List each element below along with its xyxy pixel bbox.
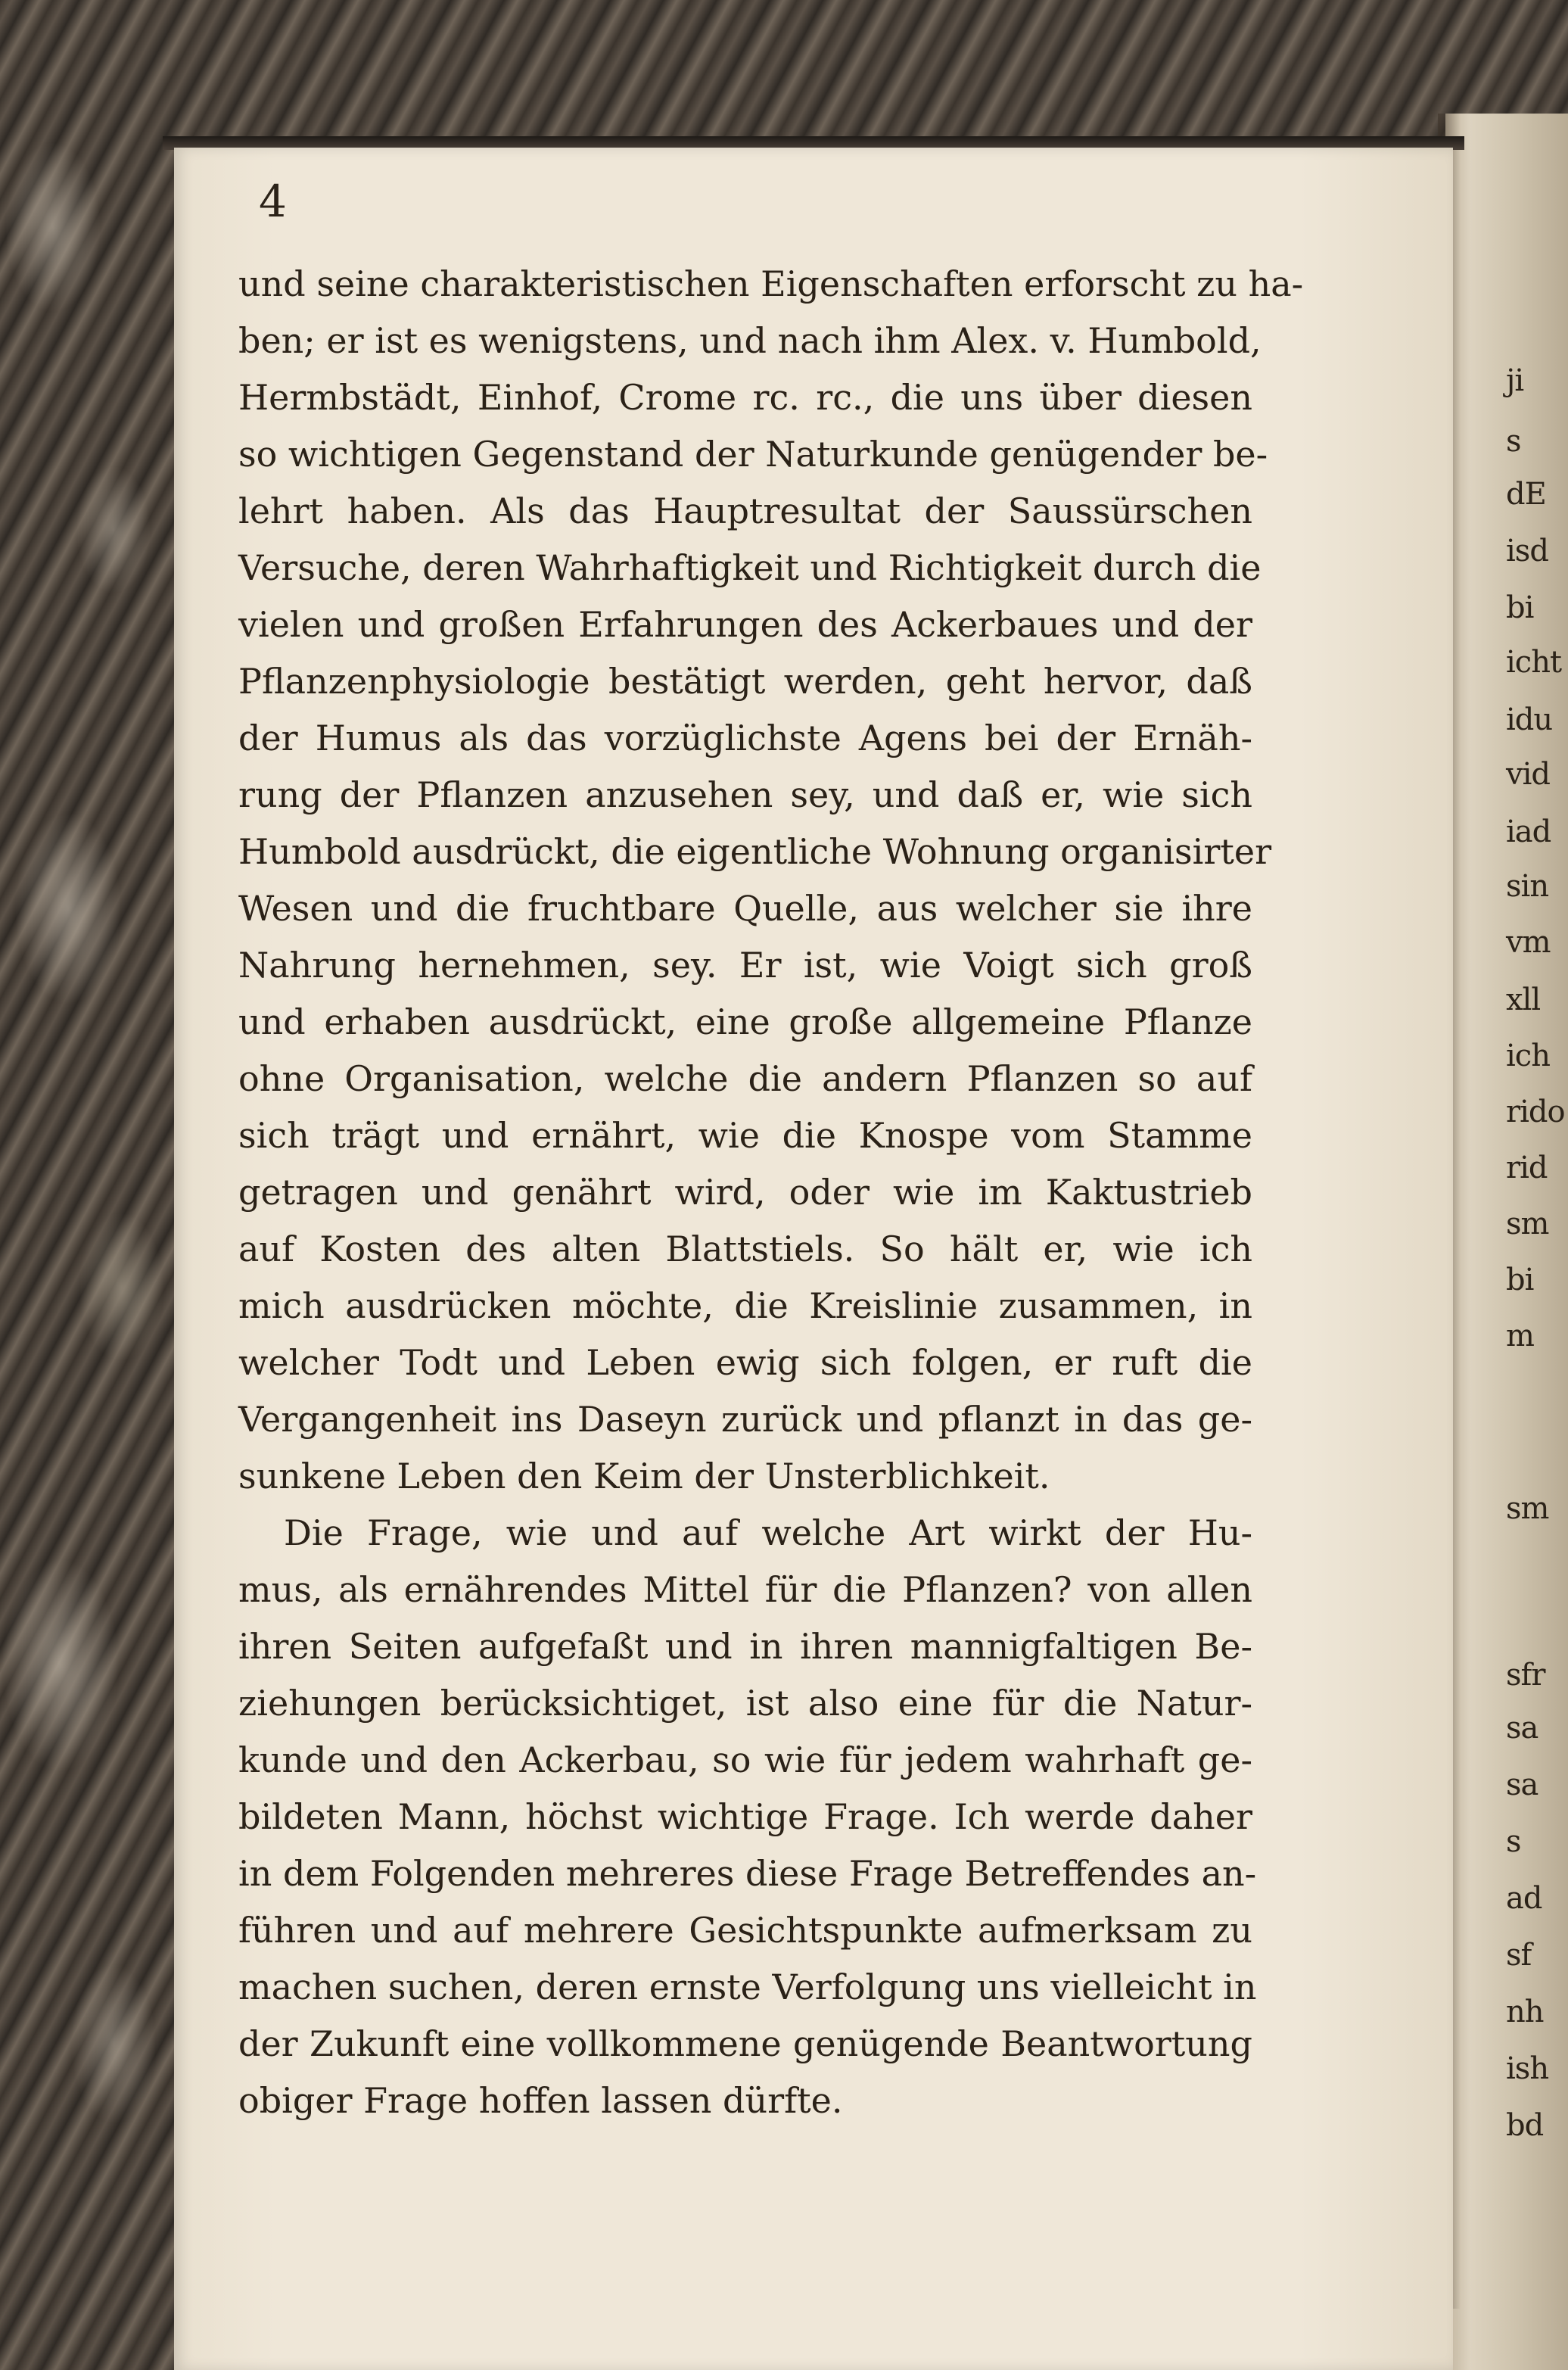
- next-page-edge-text: [1506, 363, 1566, 2256]
- edge-fragment: dE: [1506, 477, 1546, 512]
- text-line: ziehungen berücksichtiget, ist also eine für die Natur-: [238, 1683, 1252, 1724]
- text-line: und erhaben ausdrückt, eine große allgemeine Pflanze: [238, 1001, 1252, 1042]
- text-line: so wichtigen Gegenstand der Naturkunde genügender be-: [238, 434, 1268, 475]
- text-line: lehrt haben. Als das Hauptresultat der Saussürschen: [238, 491, 1252, 531]
- text-line: mus, als ernährendes Mittel für die Pflanzen? von allen: [238, 1569, 1252, 1610]
- edge-fragment: bi: [1506, 1263, 1534, 1297]
- text-line: ohne Organisation, welche die andern Pflanzen so auf: [238, 1058, 1252, 1099]
- text-line: und seine charakteristischen Eigenschaften erforscht zu ha-: [238, 263, 1304, 304]
- text-line: Nahrung hernehmen, sey. Er ist, wie Voigt sich groß: [238, 945, 1252, 986]
- edge-fragment: sa: [1506, 1711, 1538, 1746]
- text-line: Die Frage, wie und auf welche Art wirkt der Hu-: [284, 1512, 1252, 1553]
- edge-fragment: nh: [1506, 1995, 1544, 2029]
- edge-fragment: ich: [1506, 1039, 1550, 1073]
- edge-fragment: bi: [1506, 590, 1534, 625]
- text-line: vielen und großen Erfahrungen des Ackerbaues und der: [238, 604, 1252, 645]
- text-line: welcher Todt und Leben ewig sich folgen, er ruft die: [238, 1342, 1252, 1383]
- text-line: bildeten Mann, höchst wichtige Frage. Ich werde daher: [238, 1796, 1252, 1837]
- edge-fragment: sfr: [1506, 1658, 1545, 1693]
- text-line: sich trägt und ernährt, wie die Knospe vom Stamme: [238, 1115, 1252, 1156]
- text-line: ihren Seiten aufgefaßt und in ihren mannigfaltigen Be-: [238, 1626, 1252, 1667]
- text-line: ben; er ist es wenigstens, und nach ihm Alex. v. Humbold,: [238, 320, 1262, 361]
- edge-fragment: ji: [1506, 363, 1524, 398]
- text-line: Humbold ausdrückt, die eigentliche Wohnung organisirter: [238, 831, 1272, 872]
- edge-fragment: bd: [1506, 2108, 1544, 2143]
- edge-fragment: s: [1506, 424, 1521, 459]
- text-line: auf Kosten des alten Blattstiels. So hält er, wie ich: [238, 1229, 1252, 1269]
- edge-fragment: vid: [1506, 757, 1550, 792]
- edge-fragment: sa: [1506, 1767, 1538, 1802]
- edge-fragment: xll: [1506, 983, 1541, 1017]
- text-line: Vergangenheit ins Daseyn zurück und pflanzt in das ge-: [238, 1399, 1252, 1440]
- edge-fragment: rido: [1506, 1095, 1565, 1129]
- text-line: mich ausdrücken möchte, die Kreislinie zusammen, in: [238, 1285, 1252, 1326]
- text-line: der Zukunft eine vollkommene genügende Beantwortung: [238, 2023, 1252, 2064]
- edge-fragment: sm: [1506, 1207, 1549, 1241]
- text-line: Wesen und die fruchtbare Quelle, aus welcher sie ihre: [238, 888, 1252, 929]
- edge-fragment: idu: [1506, 702, 1553, 737]
- edge-fragment: sm: [1506, 1491, 1549, 1526]
- edge-fragment: ish: [1506, 2051, 1549, 2086]
- text-line: führen und auf mehrere Gesichtspunkte aufmerksam zu: [238, 1910, 1252, 1951]
- edge-fragment: ad: [1506, 1881, 1542, 1916]
- edge-fragment: iad: [1506, 814, 1551, 849]
- text-line: Pflanzenphysiologie bestätigt werden, geht hervor, daß: [238, 661, 1252, 702]
- text-line: der Humus als das vorzüglichste Agens bei der Ernäh-: [238, 718, 1252, 758]
- edge-fragment: rid: [1506, 1151, 1548, 1185]
- text-line: obiger Frage hoffen lassen dürfte.: [238, 2080, 843, 2121]
- edge-fragment: s: [1506, 1824, 1521, 1859]
- text-line: Hermbstädt, Einhof, Crome rc. rc., die uns über diesen: [238, 377, 1252, 418]
- page-number: 4: [259, 176, 287, 227]
- edge-fragment: vm: [1506, 925, 1551, 960]
- text-line: kunde und den Ackerbau, so wie für jedem wahrhaft ge-: [238, 1739, 1252, 1780]
- text-line: machen suchen, deren ernste Verfolgung uns vielleicht in: [238, 1967, 1257, 2007]
- text-line: rung der Pflanzen anzusehen sey, und daß er, wie sich: [238, 774, 1252, 815]
- edge-fragment: icht: [1506, 645, 1562, 680]
- edge-fragment: sin: [1506, 869, 1549, 904]
- edge-fragment: isd: [1506, 534, 1548, 568]
- edge-fragment: m: [1506, 1319, 1534, 1353]
- text-line: sunkene Leben den Keim der Unsterblichkeit.: [238, 1456, 1050, 1496]
- text-line: Versuche, deren Wahrhaftigkeit und Richtigkeit durch die: [238, 547, 1262, 588]
- text-line: in dem Folgenden mehreres diese Frage Betreffendes an-: [238, 1853, 1257, 1894]
- text-line: getragen und genährt wird, oder wie im Kaktustrieb: [238, 1172, 1252, 1213]
- edge-fragment: sf: [1506, 1938, 1532, 1973]
